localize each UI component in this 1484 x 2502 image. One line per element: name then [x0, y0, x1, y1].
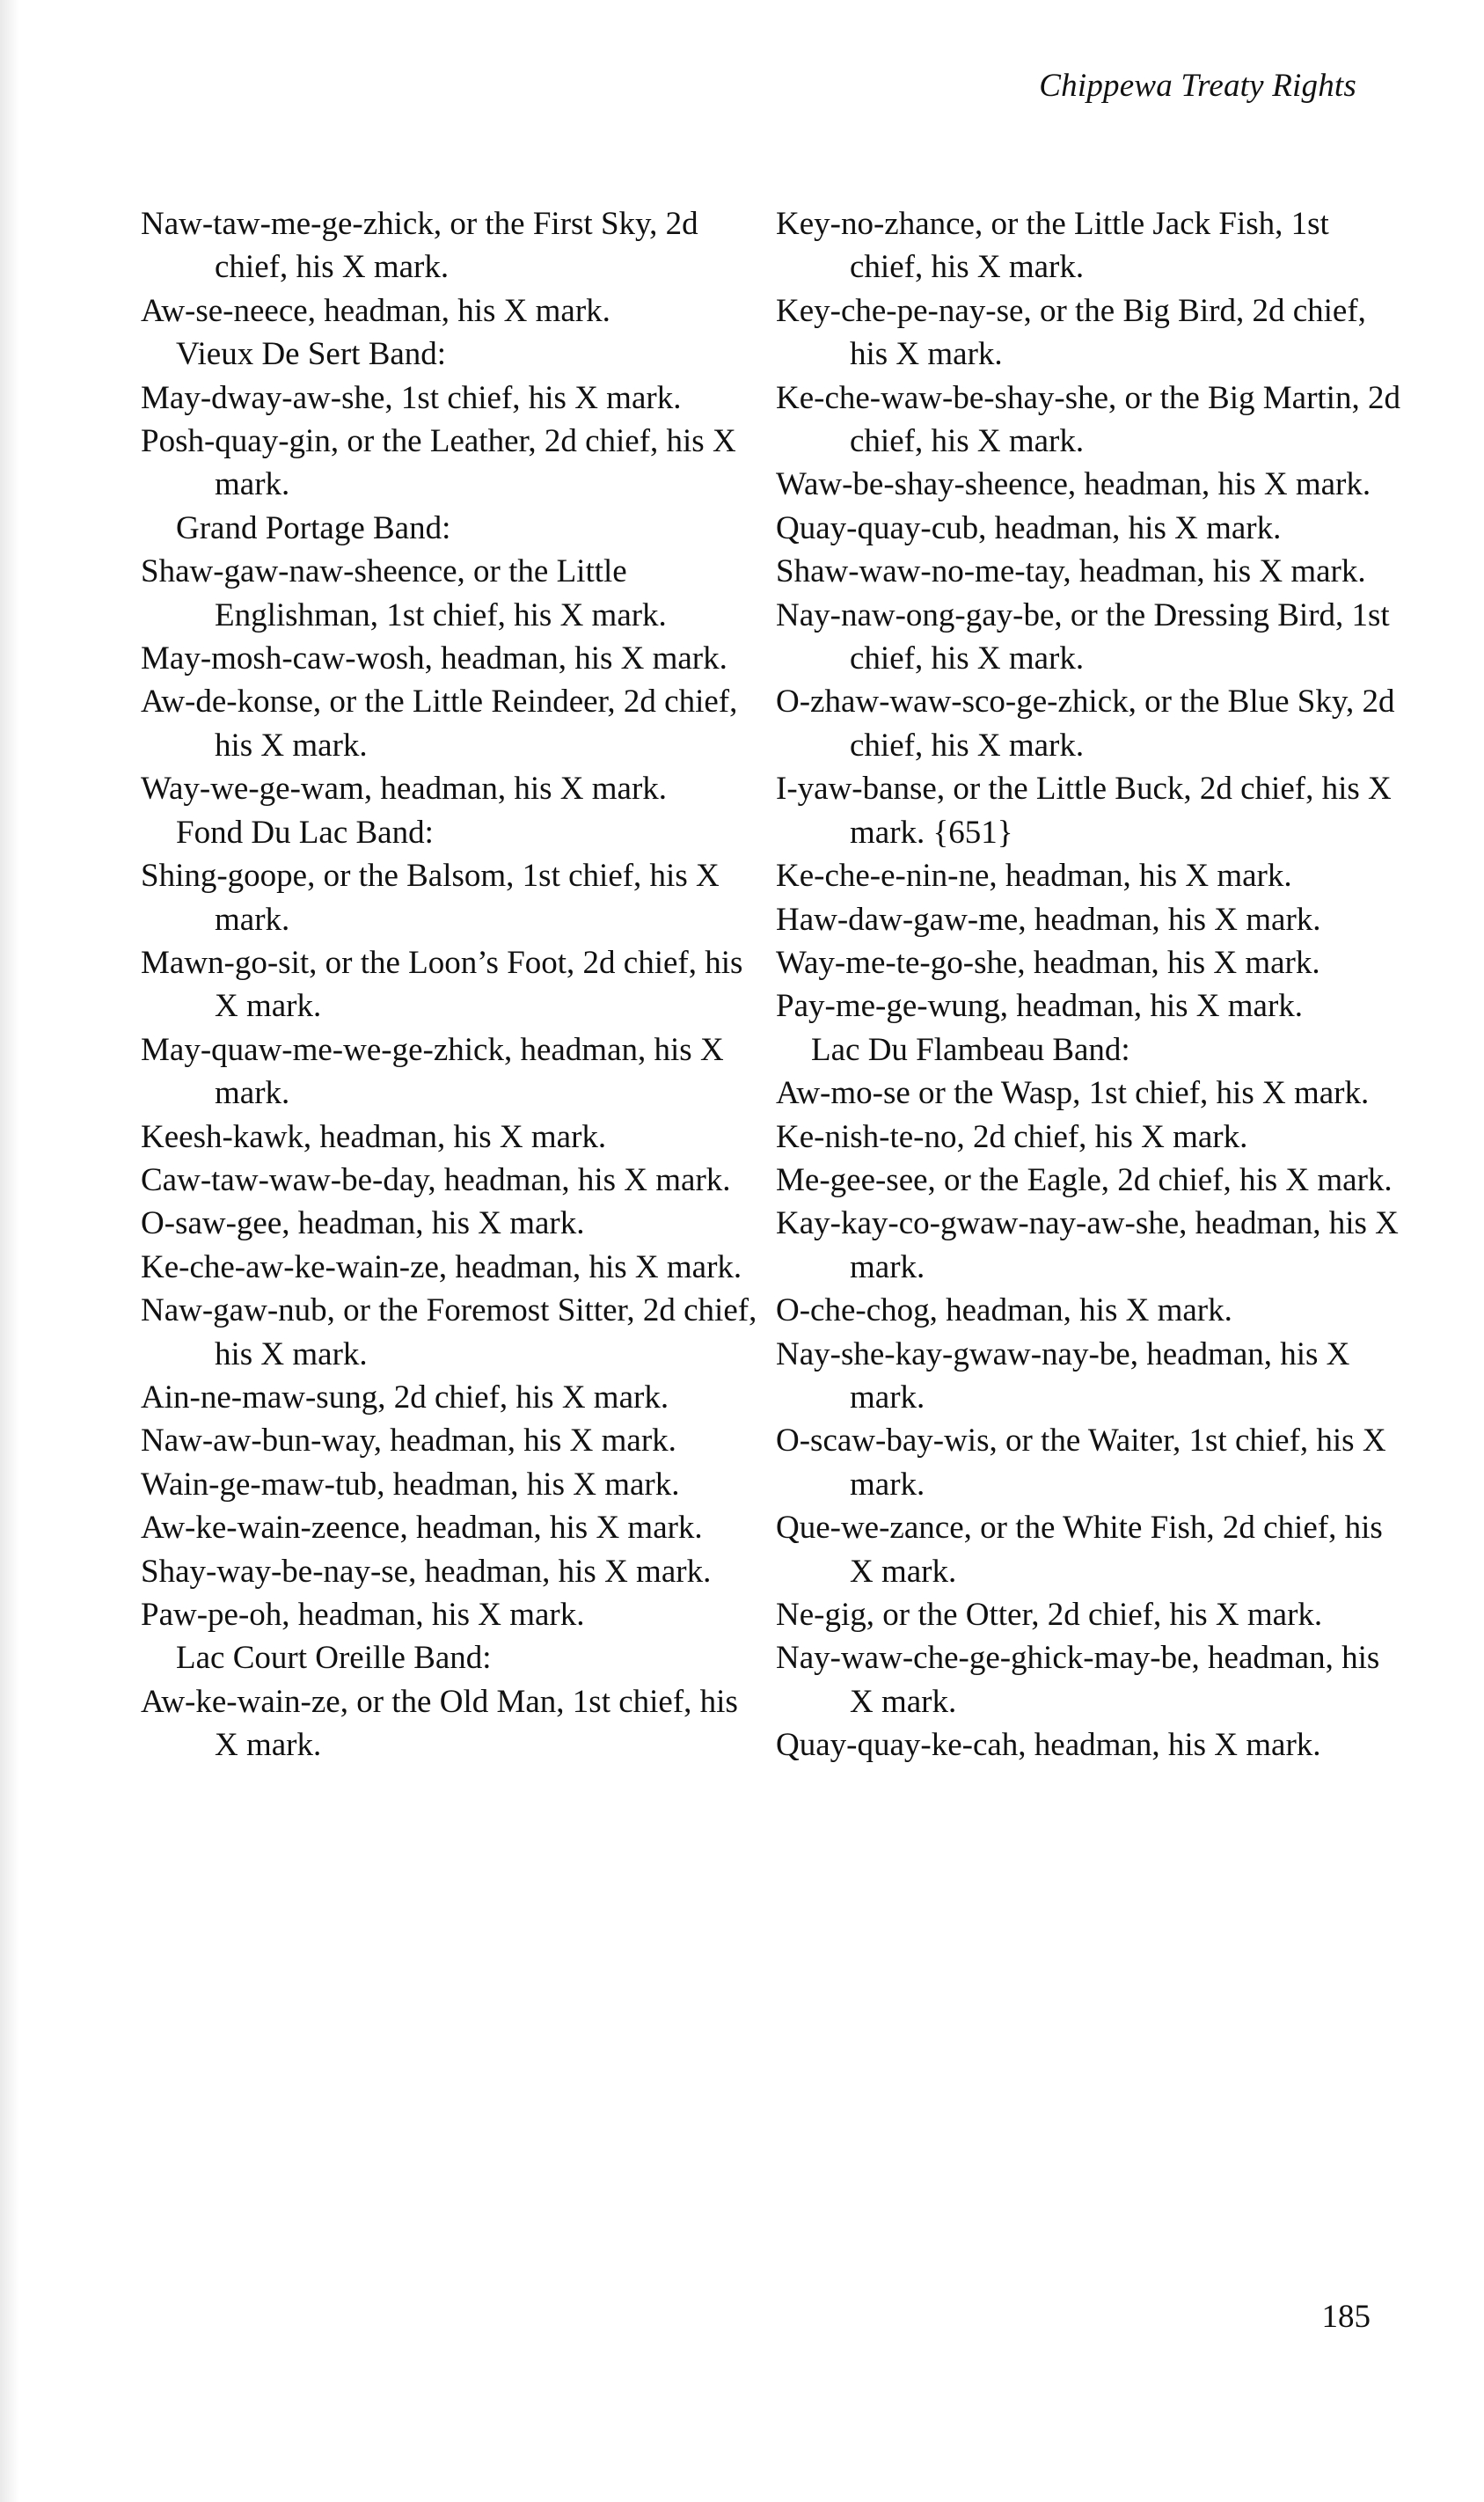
left-column [141, 202, 765, 1767]
signatory-entry: Caw-taw-waw-be-day, headman, his X mark. [141, 1161, 731, 1198]
signatory-entry: May-mosh-caw-wosh, headman, his X mark. [141, 640, 727, 677]
signatory-entry: O-zhaw-waw-sco-ge-zhick, or the Blue Sky, 2d chief, his X mark. [776, 684, 1395, 764]
signatory-entry: Ain-ne-maw-sung, 2d chief, his X mark. [141, 1379, 669, 1416]
signatory-entry: Nay-she-kay-gwaw-nay-be, headman, his X mark. [776, 1335, 1350, 1416]
signatory-entry: Haw-daw-gaw-me, headman, his X mark. [776, 901, 1321, 938]
running-head: Chippewa Treaty Rights [1039, 68, 1356, 104]
page-edge-shadow [0, 0, 19, 2502]
signatory-entry: Aw-mo-se or the Wasp, 1st chief, his X mark. [776, 1075, 1370, 1112]
signatory-entry: Shay-way-be-nay-se, headman, his X mark. [141, 1553, 712, 1590]
signatory-entry: Way-we-ge-wam, headman, his X mark. [141, 771, 668, 808]
signatory-entry: Nay-naw-ong-gay-be, or the Dressing Bird, 1st chief, his X mark. [776, 596, 1390, 677]
signatory-entry: Aw-ke-wain-zeence, headman, his X mark. [141, 1510, 703, 1547]
signatory-entry: Naw-taw-me-ge-zhick, or the First Sky, 2d chief, his X mark. [141, 206, 698, 286]
signatory-entry: Ke-che-aw-ke-wain-ze, headman, his X mark. [141, 1248, 742, 1285]
signatory-entry: Ke-che-e-nin-ne, headman, his X mark. [776, 858, 1292, 895]
signatory-entry: O-scaw-bay-wis, or the Waiter, 1st chief, his X mark. [776, 1423, 1386, 1503]
signatory-entry: Kay-kay-co-gwaw-nay-aw-she, headman, his X mark. [776, 1205, 1399, 1285]
signatory-entry: Wain-ge-maw-tub, headman, his X mark. [141, 1466, 680, 1503]
signatory-entry: Ne-gig, or the Otter, 2d chief, his X mark. [776, 1597, 1323, 1633]
band-heading: Vieux De Sert Band: [176, 336, 447, 373]
signatory-entry: O-che-chog, headman, his X mark. [776, 1292, 1232, 1329]
band-heading: Grand Portage Band: [176, 509, 451, 546]
signatory-entry: Naw-gaw-nub, or the Foremost Sitter, 2d chief, his X mark. [141, 1292, 757, 1372]
signatory-entry: Me-gee-see, or the Eagle, 2d chief, his X mark. [776, 1161, 1393, 1198]
signatory-entry: Shaw-gaw-naw-sheence, or the Little Englishman, 1st chief, his X mark. [141, 553, 667, 633]
signatory-entry: Shing-goope, or the Balsom, 1st chief, his X mark. [141, 858, 720, 938]
right-column [776, 202, 1400, 1767]
signatory-entry: May-dway-aw-she, 1st chief, his X mark. [141, 379, 682, 416]
signatory-entry: Key-no-zhance, or the Little Jack Fish, 1st chief, his X mark. [776, 206, 1329, 286]
signatory-entry: Paw-pe-oh, headman, his X mark. [141, 1597, 585, 1633]
page-number: 185 [1321, 2299, 1371, 2335]
signatory-entry: Aw-ke-wain-ze, or the Old Man, 1st chief, his X mark. [141, 1683, 738, 1764]
signatory-entry: Shaw-waw-no-me-tay, headman, his X mark. [776, 553, 1366, 590]
signatory-entry: Ke-che-waw-be-shay-she, or the Big Martin, 2d chief, his X mark. [776, 379, 1400, 460]
signatory-entry: Waw-be-shay-sheence, headman, his X mark. [776, 466, 1371, 503]
signatory-entry: Ke-nish-te-no, 2d chief, his X mark. [776, 1118, 1248, 1155]
signatory-entry: Quay-quay-cub, headman, his X mark. [776, 509, 1282, 546]
band-heading: Lac Du Flambeau Band: [811, 1031, 1130, 1068]
band-heading: Lac Court Oreille Band: [176, 1640, 492, 1677]
signatory-entry: O-saw-gee, headman, his X mark. [141, 1205, 585, 1242]
signatory-entry: I-yaw-banse, or the Little Buck, 2d chief, his X mark. {651} [776, 771, 1392, 851]
signatory-entry: Aw-se-neece, headman, his X mark. [141, 292, 610, 329]
signatory-entry: Nay-waw-che-ge-ghick-may-be, headman, his X mark. [776, 1640, 1380, 1720]
signatory-entry: Aw-de-konse, or the Little Reindeer, 2d chief, his X mark. [141, 684, 738, 764]
signatory-entry: Keesh-kawk, headman, his X mark. [141, 1118, 607, 1155]
signatory-entry: Posh-quay-gin, or the Leather, 2d chief, his X mark. [141, 423, 736, 503]
signatory-entry: Que-we-zance, or the White Fish, 2d chief, his X mark. [776, 1510, 1383, 1590]
signatory-entry: Naw-aw-bun-way, headman, his X mark. [141, 1423, 676, 1460]
signatory-entry: Key-che-pe-nay-se, or the Big Bird, 2d chief, his X mark. [776, 292, 1366, 373]
signatory-entry: May-quaw-me-we-ge-zhick, headman, his X mark. [141, 1031, 724, 1112]
signatory-entry: Mawn-go-sit, or the Loon’s Foot, 2d chief, his X mark. [141, 944, 743, 1025]
signatory-entry: Quay-quay-ke-cah, headman, his X mark. [776, 1727, 1321, 1764]
signatory-entry: Way-me-te-go-she, headman, his X mark. [776, 944, 1320, 981]
band-heading: Fond Du Lac Band: [176, 814, 434, 851]
signatory-entry: Pay-me-ge-wung, headman, his X mark. [776, 988, 1304, 1025]
